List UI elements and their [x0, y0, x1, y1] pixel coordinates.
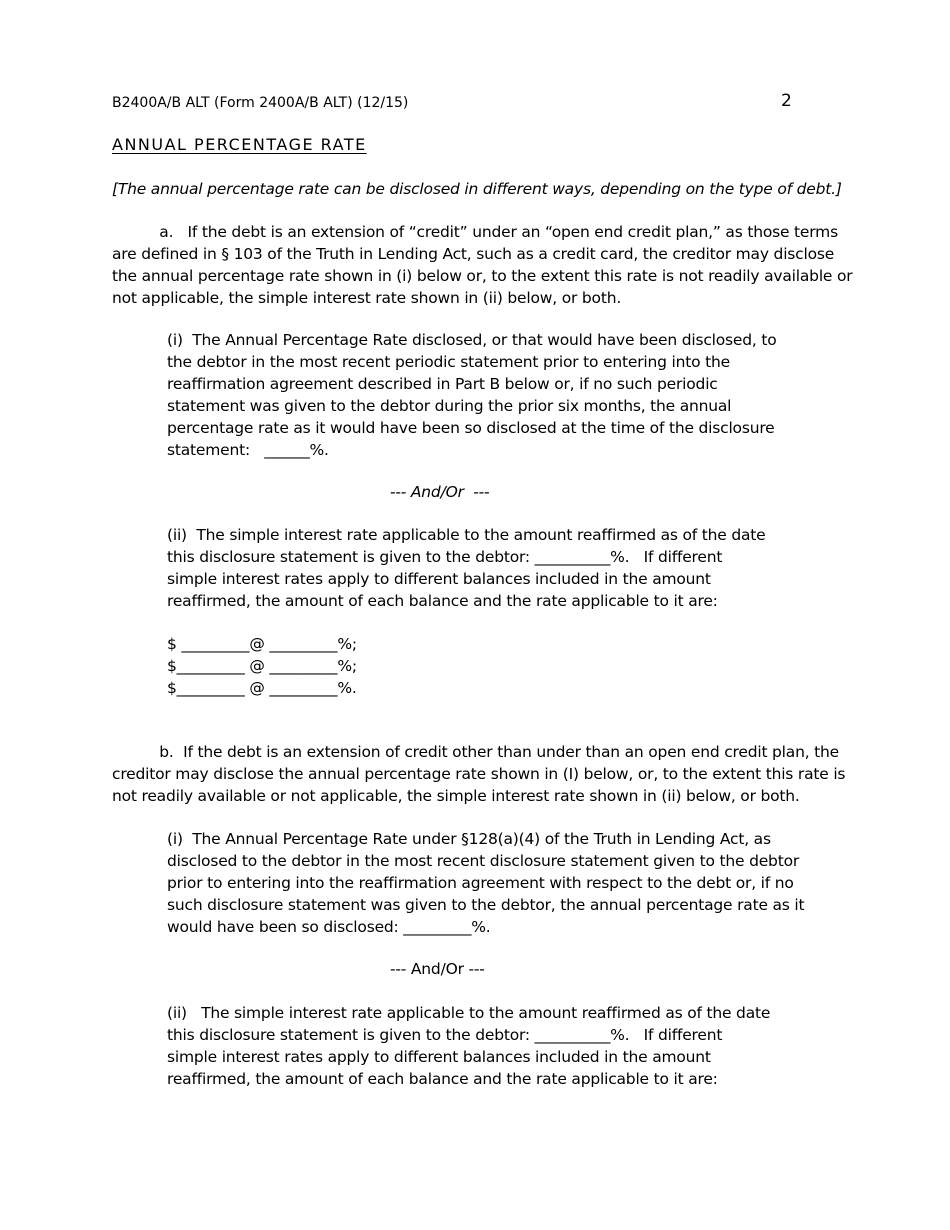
and-or-separator: --- And/Or --- — [390, 960, 485, 978]
paragraph-line: the annual percentage rate shown in (i) below or, to the extent this rate is not readily available or — [112, 267, 853, 285]
form-identifier: B2400A/B ALT (Form 2400A/B ALT) (12/15) — [112, 95, 409, 111]
page-number: 2 — [781, 91, 792, 111]
paragraph-line: not readily available or not applicable, the simple interest rate shown in (ii) below, or both. — [112, 787, 800, 805]
part-a-item-ii — [167, 524, 765, 612]
paragraph-line: prior to entering into the reaffirmation agreement with respect to the debt or, if no — [167, 874, 794, 892]
balance-rate-line: $_________ @ _________%; — [167, 657, 357, 675]
paragraph-line: b. If the debt is an extension of credit other than under than an open end credit plan, the — [112, 743, 840, 761]
paragraph-line: disclosed to the debtor in the most recent disclosure statement given to the debtor — [167, 852, 800, 870]
paragraph-line: percentage rate as it would have been so disclosed at the time of the disclosure — [167, 419, 775, 437]
paragraph-line: are defined in § 103 of the Truth in Lending Act, such as a credit card, the creditor may disclose — [112, 245, 835, 263]
part-b-item-i — [167, 828, 804, 938]
paragraph-line: a. If the debt is an extension of “credit” under an “open end credit plan,” as those terms — [112, 223, 838, 241]
paragraph-line: simple interest rates apply to different balances included in the amount — [167, 1048, 711, 1066]
paragraph-line: (ii) The simple interest rate applicable to the amount reaffirmed as of the date — [167, 526, 766, 544]
paragraph-line: this disclosure statement is given to the debtor: __________%. If different — [167, 1026, 723, 1044]
part-a-item-i — [167, 329, 777, 461]
part-b-item-ii — [167, 1002, 770, 1090]
section-title: ANNUAL PERCENTAGE RATE — [112, 135, 367, 154]
intro-note: [The annual percentage rate can be disclosed in different ways, depending on the type of debt.] — [112, 180, 842, 198]
paragraph-line: (ii) The simple interest rate applicable to the amount reaffirmed as of the date — [167, 1004, 771, 1022]
apr-blank-line: would have been so disclosed: _________%. — [167, 918, 491, 936]
paragraph-line: reaffirmed, the amount of each balance and the rate applicable to it are: — [167, 1070, 718, 1088]
paragraph-line: reaffirmation agreement described in Part B below or, if no such periodic — [167, 375, 718, 393]
paragraph-line: statement was given to the debtor during the prior six months, the annual — [167, 397, 732, 415]
part-b-paragraph — [112, 741, 845, 807]
paragraph-line: the debtor in the most recent periodic statement prior to entering into the — [167, 353, 730, 371]
apr-blank-line: statement: ______%. — [167, 441, 329, 459]
paragraph-line: (i) The Annual Percentage Rate disclosed, or that would have been disclosed, to — [167, 331, 777, 349]
paragraph-line: this disclosure statement is given to the debtor: __________%. If different — [167, 548, 723, 566]
paragraph-line: creditor may disclose the annual percentage rate shown in (I) below, or, to the extent this rate is — [112, 765, 846, 783]
part-a-paragraph — [112, 221, 852, 309]
paragraph-line: simple interest rates apply to different balances included in the amount — [167, 570, 711, 588]
paragraph-line: reaffirmed, the amount of each balance and the rate applicable to it are: — [167, 592, 718, 610]
balance-rate-line: $_________ @ _________%. — [167, 679, 357, 697]
paragraph-line: such disclosure statement was given to the debtor, the annual percentage rate as it — [167, 896, 805, 914]
paragraph-line: not applicable, the simple interest rate shown in (ii) below, or both. — [112, 289, 622, 307]
balance-rate-list — [167, 633, 357, 699]
balance-rate-line: $ _________@ _________%; — [167, 635, 357, 653]
and-or-separator: --- And/Or --- — [390, 483, 490, 501]
paragraph-line: (i) The Annual Percentage Rate under §128(a)(4) of the Truth in Lending Act, as — [167, 830, 771, 848]
